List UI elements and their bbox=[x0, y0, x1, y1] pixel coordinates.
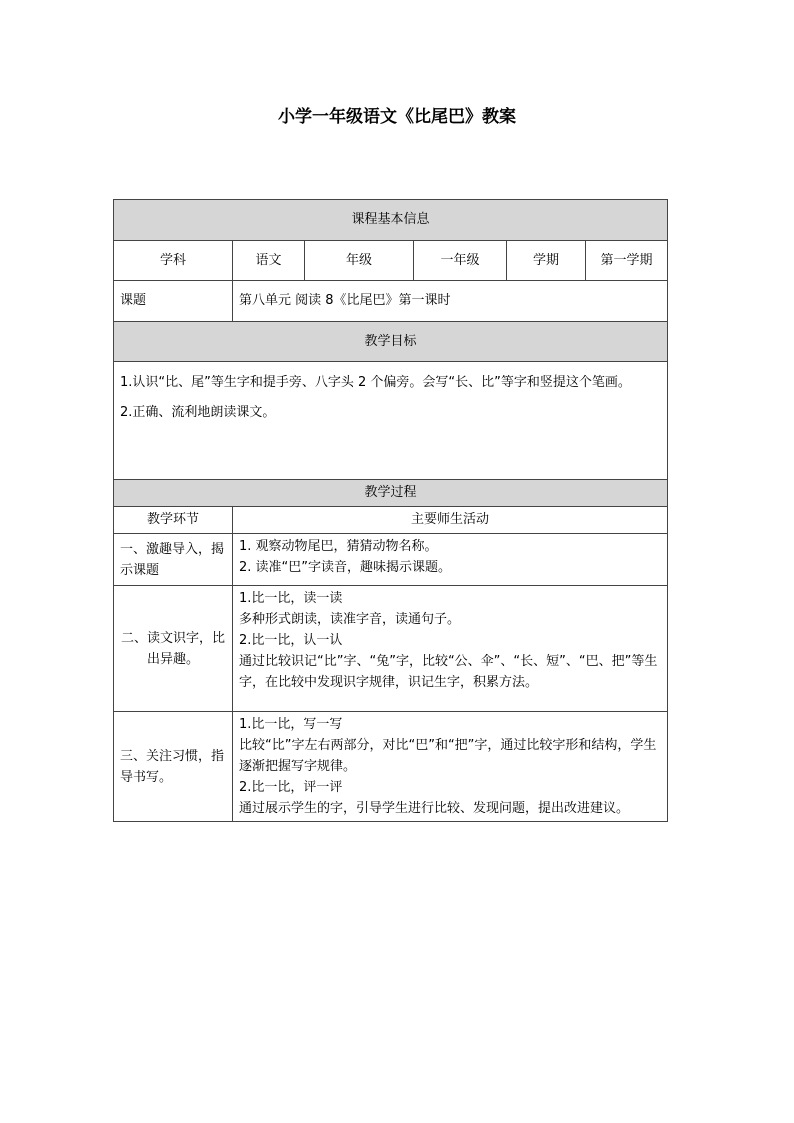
stage-column-header: 教学环节 bbox=[114, 507, 233, 534]
stage-cell: 一、激趣导入，揭示课题 bbox=[114, 534, 233, 586]
stage-cell: 二、读文识字，比出异趣。 bbox=[114, 586, 233, 712]
process-header: 教学过程 bbox=[114, 480, 668, 507]
topic-value: 第八单元 阅读 8《比尾巴》第一课时 bbox=[233, 281, 668, 322]
topic-label: 课题 bbox=[114, 281, 233, 322]
activity-cell bbox=[233, 712, 668, 822]
goals-content bbox=[114, 362, 668, 480]
subject-value: 语文 bbox=[233, 241, 305, 281]
goals-header: 教学目标 bbox=[114, 322, 668, 362]
activity-line: 通过比较识记“比”字、“兔”字，比较“公、伞”、“长、短”、“巴、把”等生字，在比较中发现识字规律，识记生字，积累方法。 bbox=[239, 654, 658, 690]
activity-cell bbox=[233, 586, 668, 712]
activity-line: 1. 观察动物尾巴，猜猜动物名称。 bbox=[239, 539, 438, 554]
grade-label: 年级 bbox=[305, 241, 414, 281]
term-value: 第一学期 bbox=[586, 241, 668, 281]
activity-line: 通过展示学生的字，引导学生进行比较、发现问题，提出改进建议。 bbox=[239, 801, 630, 816]
page-title: 小学一年级语文《比尾巴》教案 bbox=[278, 107, 516, 127]
activity-column-header: 主要师生活动 bbox=[233, 507, 668, 534]
goal-item: 2.正确、流利地朗读课文。 bbox=[120, 405, 276, 420]
activity-line: 2.比一比，认一认 bbox=[239, 633, 343, 648]
activity-line: 1.比一比，写一写 bbox=[239, 717, 343, 732]
grade-value: 一年级 bbox=[414, 241, 507, 281]
activity-line: 比较“比”字左右两部分，对比“巴”和“把”字，通过比较字形和结构，学生逐渐把握写字规律。 bbox=[239, 738, 657, 774]
activity-line: 多种形式朗读，读准字音，读通句子。 bbox=[239, 612, 461, 627]
goal-item: 1.认识“比、尾”等生字和提手旁、八字头 2 个偏旁。会写“长、比”等字和竖提这个笔画。 bbox=[120, 375, 631, 390]
stage-cell: 三、关注习惯，指导书写。 bbox=[114, 712, 233, 822]
activity-cell bbox=[233, 534, 668, 586]
activity-line: 1.比一比，读一读 bbox=[239, 591, 343, 606]
activity-line: 2. 读准“巴”字读音，趣味揭示课题。 bbox=[239, 560, 452, 575]
basic-info-header: 课程基本信息 bbox=[114, 200, 668, 241]
activity-line: 2.比一比，评一评 bbox=[239, 780, 343, 795]
lesson-plan-table bbox=[113, 199, 668, 822]
subject-label: 学科 bbox=[114, 241, 233, 281]
term-label: 学期 bbox=[507, 241, 586, 281]
